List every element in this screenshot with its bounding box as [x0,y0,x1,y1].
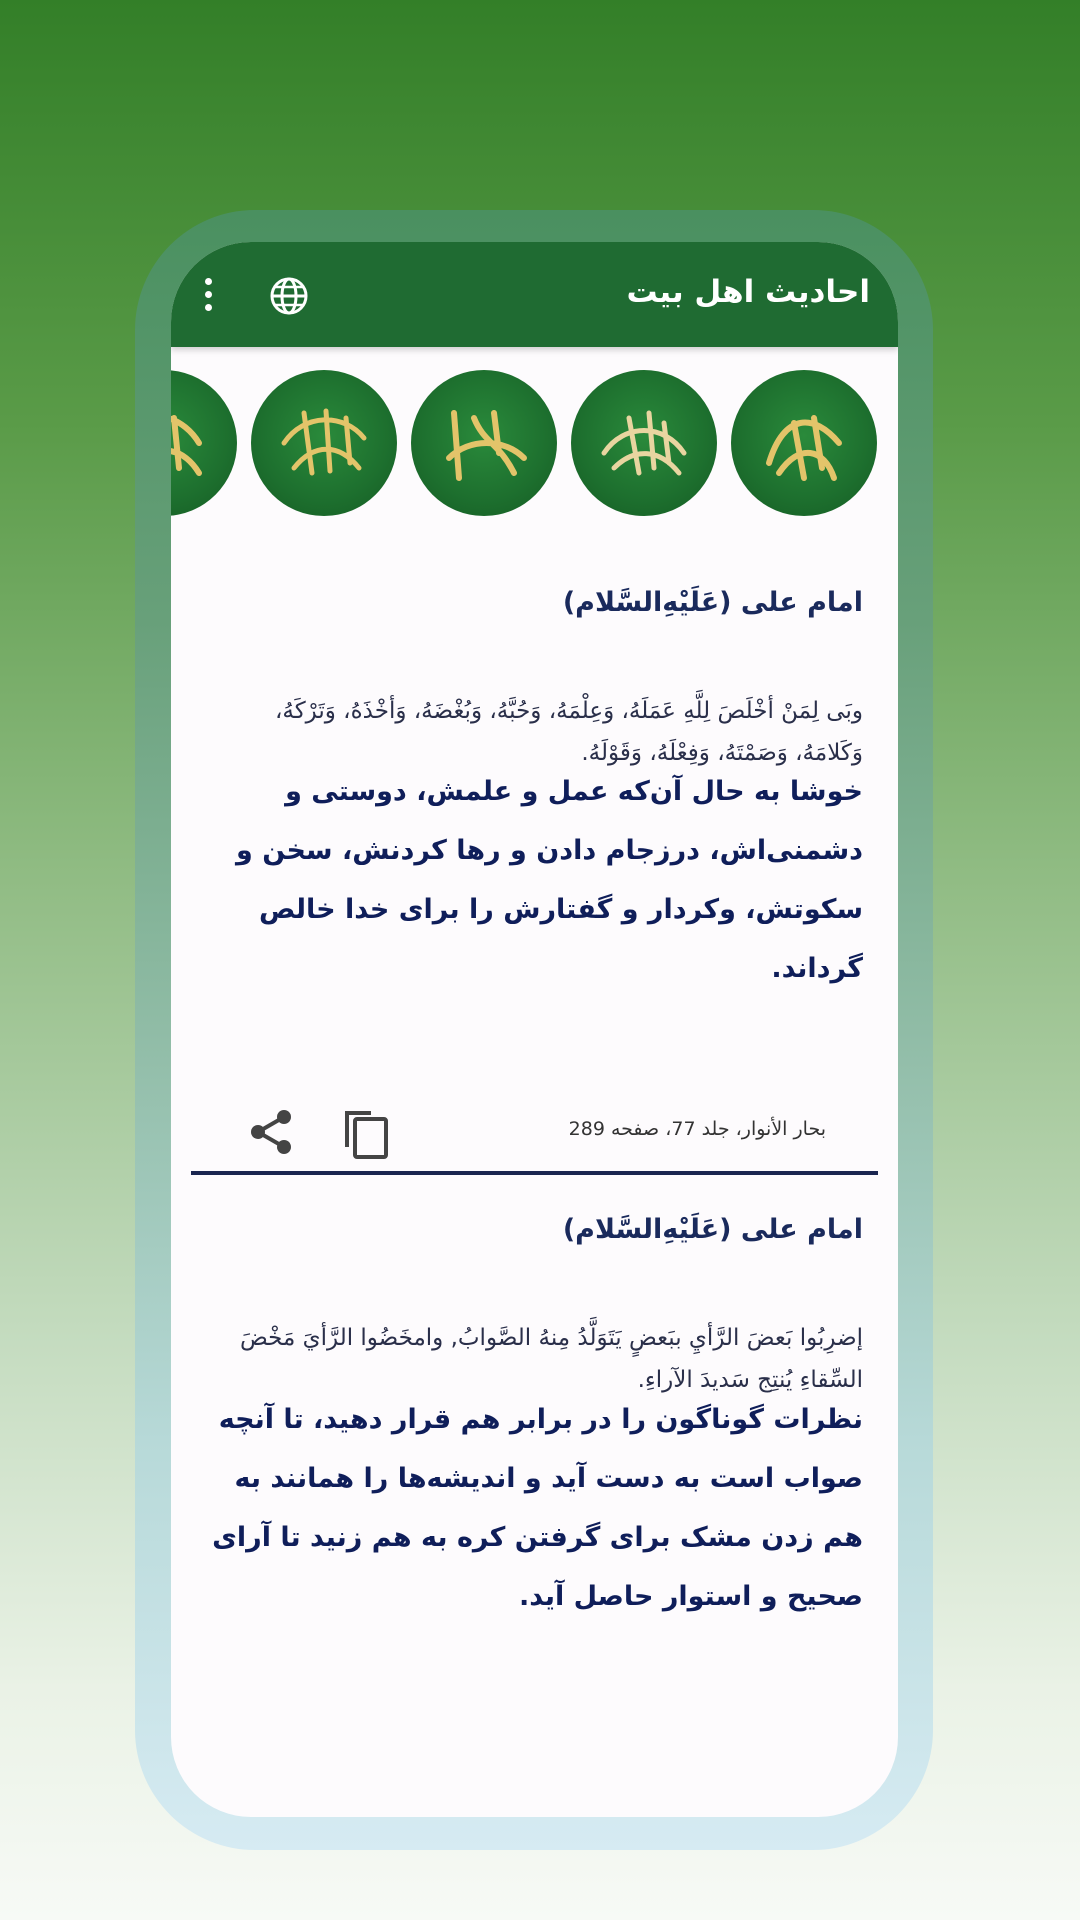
calligraphy-emblem [744,383,864,503]
calligraphy-emblem [264,383,384,503]
imam-medallion[interactable] [171,370,237,516]
hadith-arabic-text: وبَى لِمَنْ أخْلَصَ لِلَّهِ عَمَلَهُ، وَعِلْمَهُ، وَحُبَّهُ، وَبُغْضَهُ، وَأخْذَهُ، وَتَرْكَهُ، وَكَلامَهُ، وَصَمْتَهُ، وَفِعْلَهُ، وَقَوْلَهُ. [274,698,863,766]
app-bar [171,242,898,347]
globe-icon[interactable] [269,276,309,316]
imam-medallion[interactable] [571,370,717,516]
hadith-source: بحار الأنوار، جلد 77، صفحه 289 [568,1118,826,1140]
app-screen [171,242,898,1817]
more-vert-icon[interactable] [201,278,215,312]
calligraphy-emblem [171,383,224,503]
copy-icon[interactable] [341,1107,391,1161]
divider [191,1171,878,1175]
imam-medallion[interactable] [731,370,877,516]
hadith-arabic-text: إضرِبُوا بَعضَ الرَّأيِ ببَعضٍ يَتَوَلَّدُ مِنهُ الصَّوابُ, وامخَضُوا الرَّأيَ مَخْضَ السِّقاءِ يُنتِج سَديدَ الآراءِ. [239,1325,863,1393]
calligraphy-emblem [584,383,704,503]
imam-medallion[interactable] [411,370,557,516]
hadith-speaker: امام علی (عَلَيْهِ‌السَّلام) [562,1214,863,1245]
app-title: احادیث اهل بیت [626,274,870,310]
imams-carousel[interactable] [171,370,898,516]
hadith-persian-translation: نظرات گوناگون را در برابر هم قرار دهید، تا آنچه صواب است به دست آید و اندیشه‌ها را همانند به هم زدن مشک برای گرفتن کره به هم زنید تا آرای صحیح و استوار حاصل آید. [212,1404,863,1612]
hadith-persian-translation: خوشا به حال آن‌که عمل و علمش، دوستی و دشمنی‌اش، درزجام دادن و رها کردنش، سخن و سکوتش، وکردار و گفتارش را برای خدا خالص گرداند. [236,776,863,984]
calligraphy-emblem [424,383,544,503]
hadith-speaker: امام علی (عَلَيْهِ‌السَّلام) [562,587,863,618]
imam-medallion[interactable] [251,370,397,516]
share-icon[interactable] [248,1108,296,1156]
